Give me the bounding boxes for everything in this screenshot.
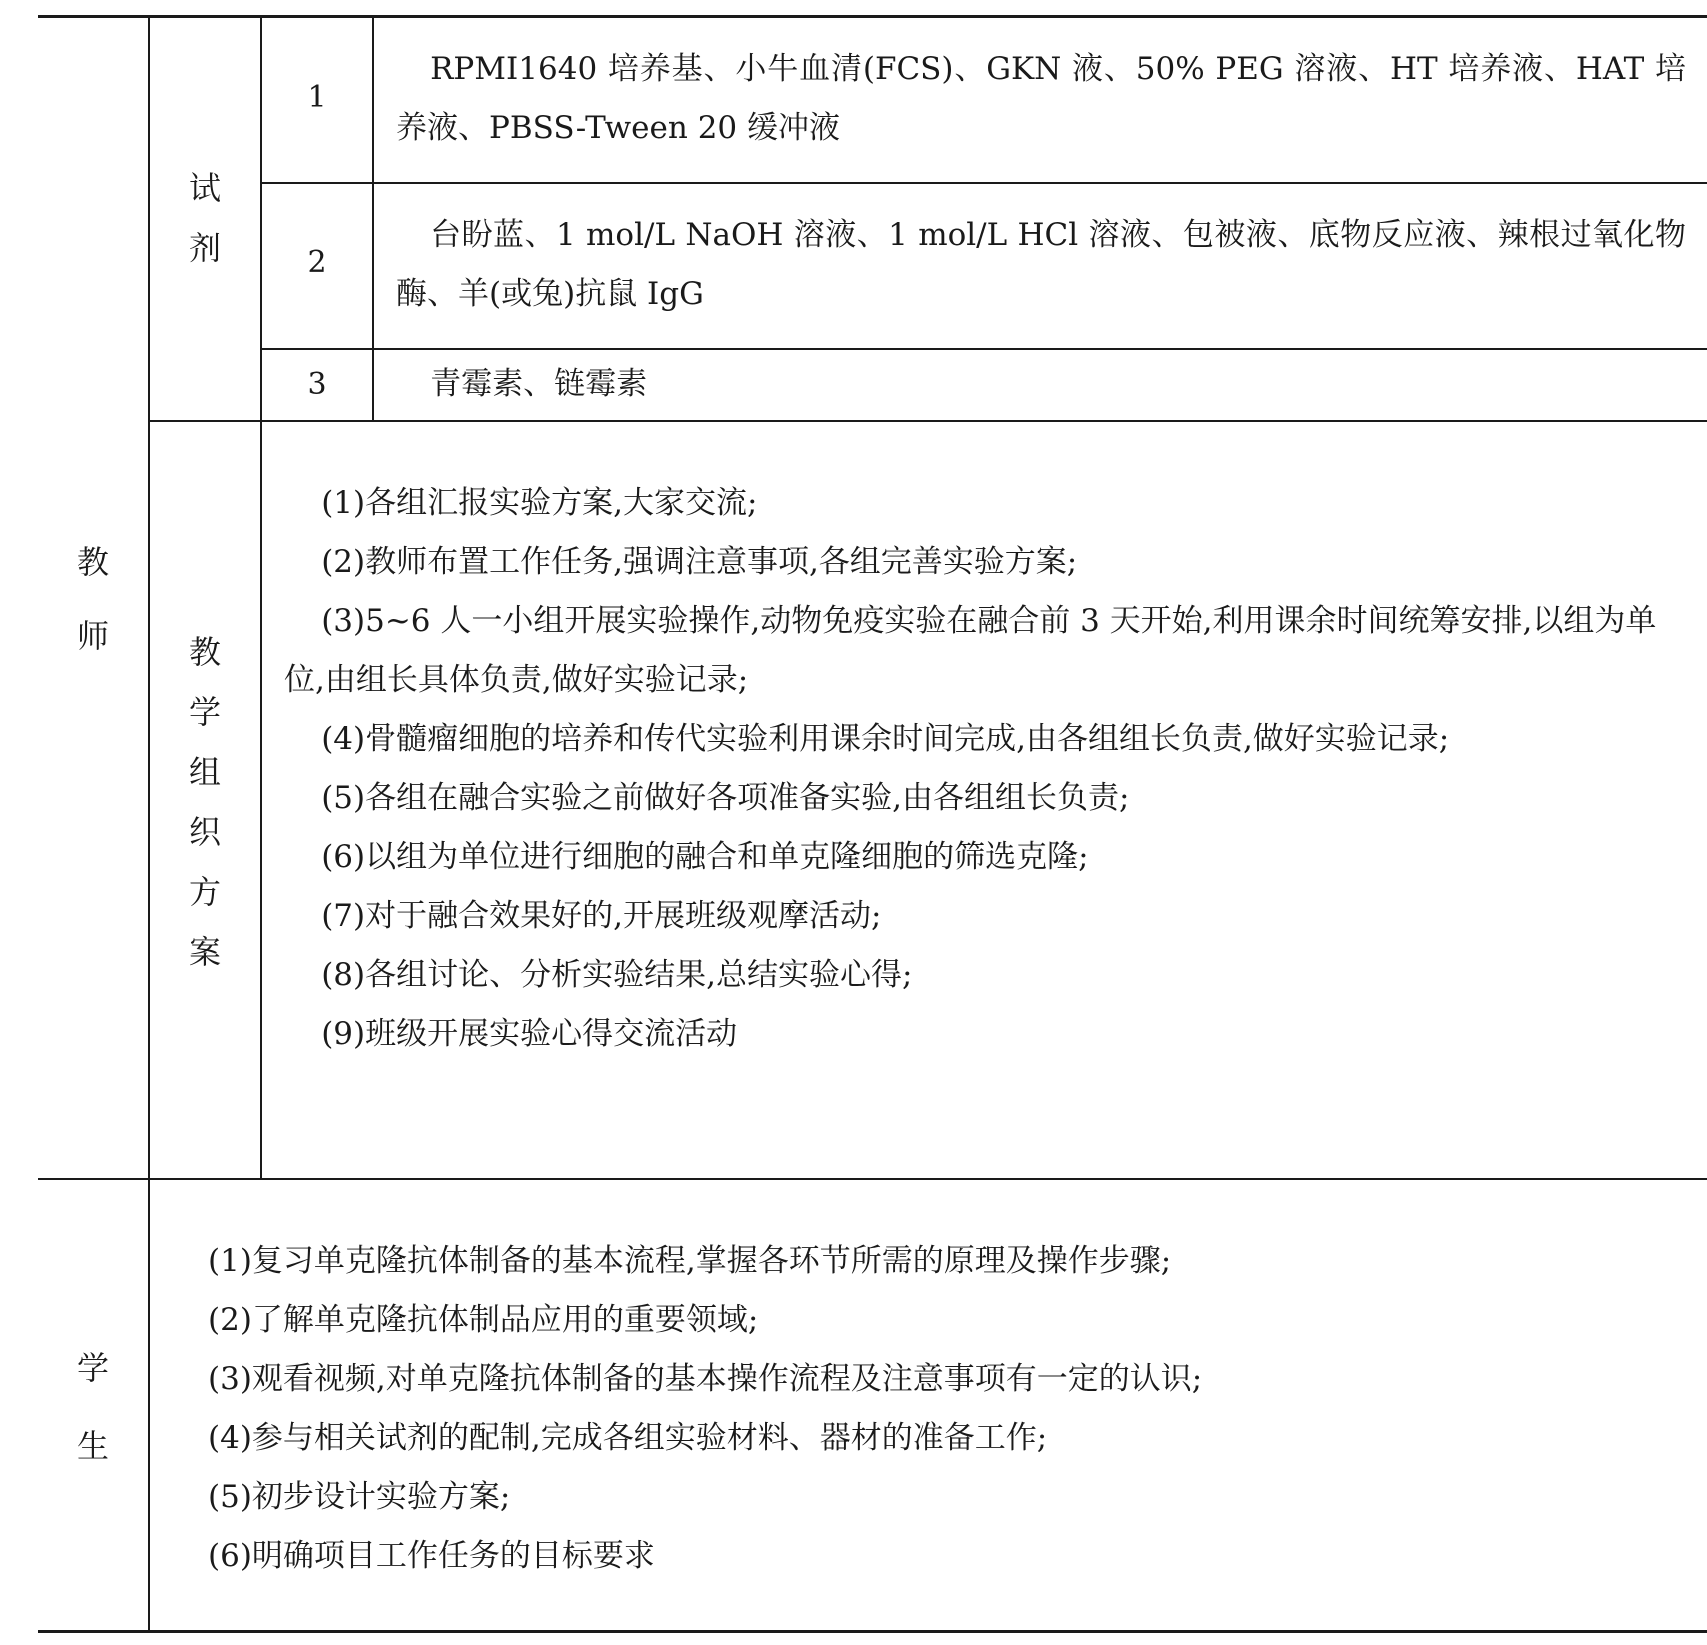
reagent-row-paragraph: RPMI1640 培养基、小牛血清(FCS)、GKN 液、50% PEG 溶液、HT 培养液、HAT 培养液、PBSS-Tween 20 缓冲液 — [396, 51, 1686, 146]
teacher-label-char: 教 — [76, 543, 109, 581]
column-divider-role — [148, 15, 150, 1630]
student-item: (6)明确项目工作任务的目标要求 — [208, 1538, 655, 1574]
student-label-char: 生 — [76, 1427, 109, 1465]
column-divider-number — [372, 15, 374, 420]
reagent-row-text — [396, 206, 1686, 324]
reagent-row-number: 2 — [307, 245, 327, 280]
plan-item: (7)对于融合效果好的,开展班级观摩活动; — [321, 898, 882, 934]
reagent-row-number: 3 — [307, 367, 327, 402]
plan-item: (2)教师布置工作任务,强调注意事项,各组完善实验方案; — [321, 544, 1078, 580]
reagent-row-number: 1 — [307, 80, 327, 115]
student-list — [208, 1232, 1686, 1586]
student-label-char: 学 — [76, 1349, 109, 1387]
reagent-row-text — [396, 355, 1686, 414]
plan-list — [284, 474, 1686, 1064]
student-item: (5)初步设计实验方案; — [208, 1479, 511, 1515]
row-divider-teacher-student — [38, 1178, 1707, 1180]
row-divider-reagent-2 — [262, 348, 1707, 350]
reagent-row-paragraph: 台盼蓝、1 mol/L NaOH 溶液、1 mol/L HCl 溶液、包被液、底物反应液、辣根过氧化物酶、羊(或兔)抗鼠 IgG — [396, 217, 1686, 312]
table-bottom-border — [38, 1630, 1707, 1633]
row-divider-reagents-plan — [150, 420, 1707, 422]
plan-label-char: 案 — [188, 933, 221, 971]
plan-label-char: 教 — [188, 633, 221, 671]
teacher-label — [63, 532, 123, 666]
student-item: (1)复习单克隆抗体制备的基本流程,掌握各环节所需的原理及操作步骤; — [208, 1243, 1172, 1279]
student-item: (4)参与相关试剂的配制,完成各组实验材料、器材的准备工作; — [208, 1420, 1048, 1456]
plan-label-char: 方 — [188, 873, 221, 911]
plan-item: (5)各组在融合实验之前做好各项准备实验,由各组组长负责; — [321, 780, 1130, 816]
plan-item: (9)班级开展实验心得交流活动 — [321, 1016, 738, 1052]
student-item: (2)了解单克隆抗体制品应用的重要领域; — [208, 1302, 759, 1338]
column-divider-category — [260, 15, 262, 1178]
reagents-label-char: 试 — [188, 169, 221, 207]
plan-item: (6)以组为单位进行细胞的融合和单克隆细胞的筛选克隆; — [321, 839, 1089, 875]
row-divider-reagent-1 — [262, 182, 1707, 184]
plan-item: (1)各组汇报实验方案,大家交流; — [321, 485, 758, 521]
plan-item: (3)5~6 人一小组开展实验操作,动物免疫实验在融合前 3 天开始,利用课余时间统筹安排,以组为单位,由组长具体负责,做好实验记录; — [284, 603, 1657, 698]
plan-item: (8)各组讨论、分析实验结果,总结实验心得; — [321, 957, 913, 993]
plan-label — [175, 622, 235, 982]
reagent-row-text — [396, 40, 1686, 158]
plan-label-char: 组 — [188, 753, 221, 791]
student-item: (3)观看视频,对单克隆抗体制备的基本操作流程及注意事项有一定的认识; — [208, 1361, 1203, 1397]
reagents-label-char: 剂 — [188, 229, 221, 267]
reagents-label — [175, 158, 235, 278]
reagent-row-paragraph: 青霉素、链霉素 — [430, 366, 648, 402]
plan-label-char: 织 — [188, 813, 221, 851]
table-top-border — [38, 15, 1707, 18]
plan-label-char: 学 — [188, 693, 221, 731]
plan-item: (4)骨髓瘤细胞的培养和传代实验利用课余时间完成,由各组组长负责,做好实验记录; — [321, 721, 1450, 757]
student-label — [63, 1338, 123, 1476]
teacher-label-char: 师 — [76, 617, 109, 655]
